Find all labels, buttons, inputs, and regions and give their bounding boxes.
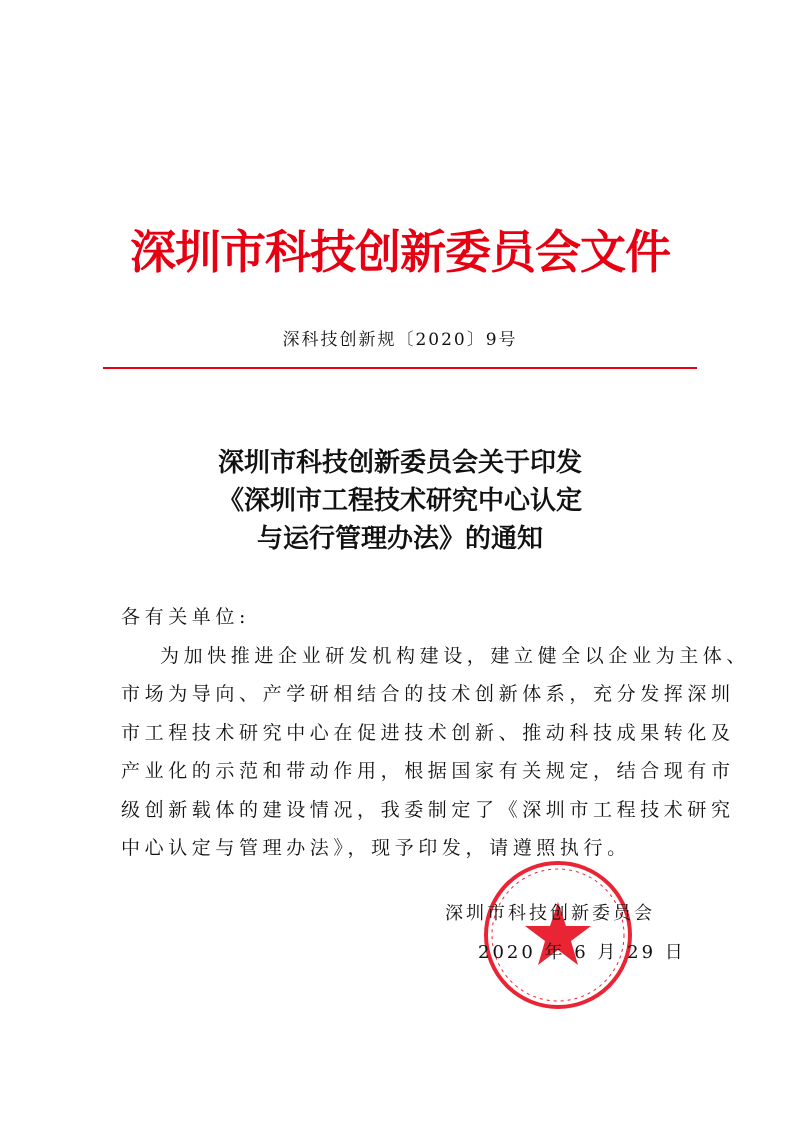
issuer-header: 深圳市科技创新委员会文件 [130, 225, 670, 279]
notice-title [0, 444, 800, 558]
body-line: 市工程技术研究中心在促进技术创新、推动科技成果转化及 [121, 721, 735, 744]
document-number: 深科技创新规〔2020〕9号 [282, 330, 518, 350]
salutation: 各有关单位: [121, 606, 251, 628]
red-divider [103, 367, 697, 369]
body-line: 市场为导向、产学研相结合的技术创新体系，充分发挥深圳 [121, 683, 735, 705]
body-line: 级创新载体的建设情况，我委制定了《深圳市工程技术研究 [121, 798, 735, 821]
title-line-1: 深圳市科技创新委员会关于印发 [217, 448, 582, 478]
official-seal [483, 860, 633, 1010]
body-line: 中心认定与管理办法》，现予印发，请遵照执行。 [121, 837, 631, 859]
body-line: 产业化的示范和带动作用，根据国家有关规定，结合现有市 [121, 760, 735, 782]
title-line-3: 与运行管理办法》的通知 [256, 524, 543, 554]
signature-org: 深圳市科技创新委员会 [445, 903, 655, 924]
notice-body [121, 598, 751, 868]
body-line: 为加快推进企业研发机构建设，建立健全以企业为主体、 [160, 644, 751, 667]
signature-date: 2020 年 6 月 29 日 [478, 942, 686, 963]
title-line-2: 《深圳市工程技术研究中心认定 [217, 486, 582, 516]
